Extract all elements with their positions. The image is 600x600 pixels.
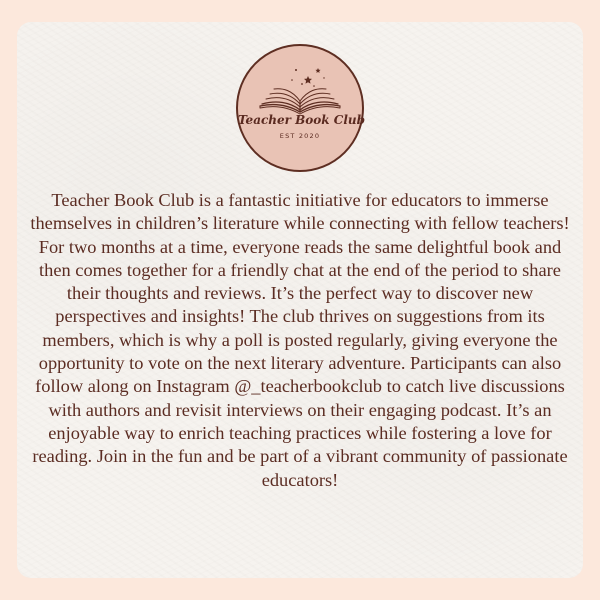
open-book-with-stars-icon	[238, 46, 365, 170]
description-paragraph: Teacher Book Club is a fantastic initiative for educators to immerse themselves in children’s literature while connecting with fellow teachers! For two months at a time, everyone reads the same delightful book and then comes together for a friendly chat at the end of the period to share their thoughts and reviews. It’s the perfect way to discover new perspectives and insights! The club thrives on suggestions from its members, which is why a poll is posted regularly, giving everyone the opportunity to vote on the next literary adventure. Participants can also follow along on Instagram @_teacherbookclub to catch live discussions with authors and revisit interviews on their engaging podcast. It’s an enjoyable way to enrich teaching practices while fostering a love for reading. Join in the fun and be part of a vibrant community of passionate educators!	[30, 190, 570, 490]
club-logo	[236, 44, 364, 172]
logo-established: EST 2020	[279, 132, 321, 140]
logo-title: Teacher Book Club	[238, 113, 365, 127]
